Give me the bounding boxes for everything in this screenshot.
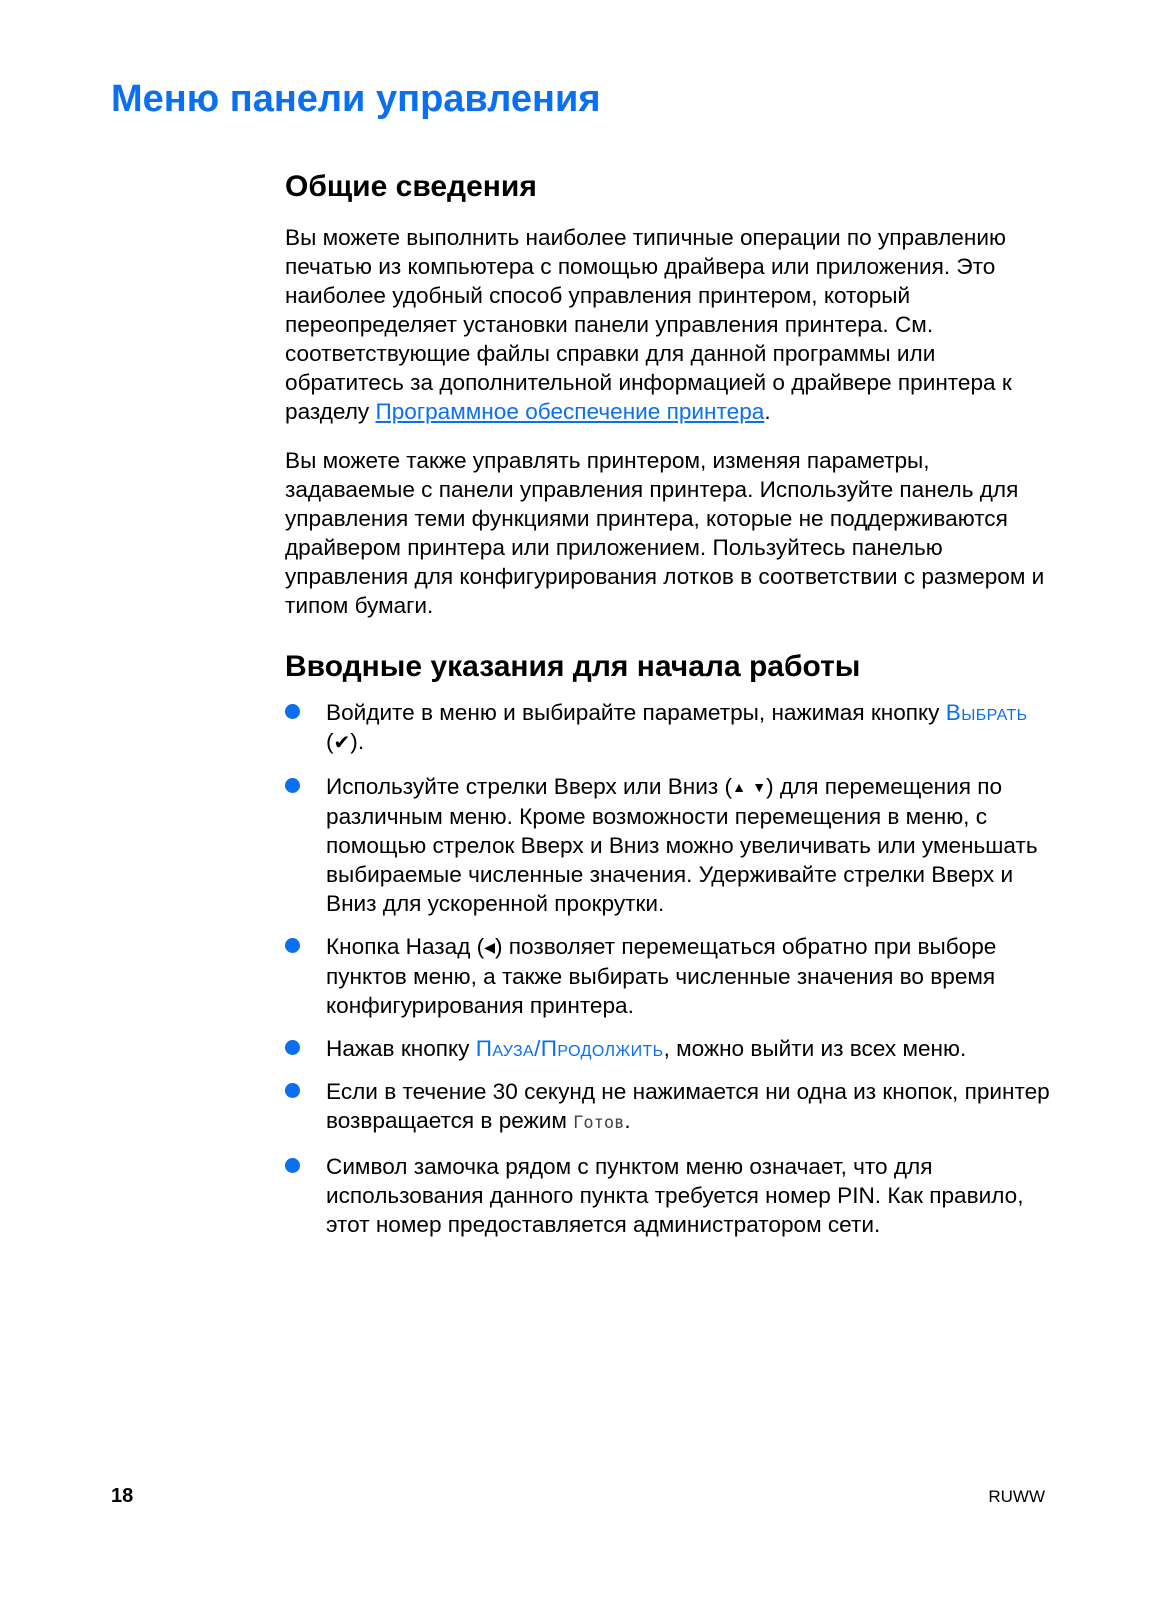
bullet-dot-icon bbox=[285, 1158, 300, 1173]
arrow-up-icon: ▲ bbox=[732, 779, 746, 795]
list-item-arrows bbox=[285, 772, 1057, 918]
pause-item-text: Нажав кнопку bbox=[326, 1036, 476, 1061]
bullet-dot-icon bbox=[285, 1040, 300, 1055]
select-item-text: Войдите в меню и выбирайте параметры, нажимая кнопку bbox=[326, 700, 946, 725]
section-heading-general: Общие сведения bbox=[285, 170, 537, 203]
bullet-dot-icon bbox=[285, 938, 300, 953]
checkmark-icon: ✔ bbox=[333, 732, 351, 754]
timeout-item-end: . bbox=[624, 1108, 631, 1133]
arrow-down-icon: ▼ bbox=[752, 779, 767, 795]
software-section-link[interactable]: Программное обеспечение принтера bbox=[375, 399, 765, 424]
list-item-lock bbox=[285, 1152, 1057, 1239]
bullet-dot-icon bbox=[285, 1083, 300, 1098]
general-paragraph-1-end: . bbox=[764, 399, 771, 424]
select-paren-open: ( bbox=[326, 729, 334, 754]
section-heading-intro: Вводные указания для начала работы bbox=[285, 650, 861, 683]
pause-resume-key-label: Пауза/Продолжить bbox=[475, 1036, 664, 1061]
arrows-item-end: ) для перемещения по различным меню. Кроме возможности перемещения в меню, с помощью стрелок Вверх и Вниз можно увеличивать или уменьшать выбираемые численные значения. Удерживайте стрелки Вверх и Вниз для ускоренной прокрутки. bbox=[326, 774, 1038, 916]
timeout-item-text: Если в течение 30 секунд не нажимается ни одна из кнопок, принтер возвращается в режим bbox=[326, 1079, 1050, 1133]
document-code: RUWW bbox=[988, 1487, 1045, 1506]
general-paragraph-1-text: Вы можете выполнить наиболее типичные операции по управлению печатью из компьютера с помощью драйвера или приложения. Это наиболее удобный способ управления принтером, который переопределяет установки панели управления принтера. См. соответствующие файлы справки для данной программы или обратитесь за дополнительной информацией о драйвере принтера к разделу bbox=[285, 225, 1012, 424]
list-item-pause bbox=[285, 1034, 1057, 1063]
general-paragraph-1 bbox=[285, 223, 1057, 426]
page-number: 18 bbox=[111, 1485, 134, 1507]
arrows-item-text: Используйте стрелки Вверх или Вниз ( bbox=[326, 774, 733, 799]
arrow-left-icon: ◀ bbox=[484, 939, 495, 955]
page-title: Меню панели управления bbox=[111, 78, 601, 120]
bullet-dot-icon bbox=[285, 704, 300, 719]
select-item-end: ). bbox=[350, 729, 365, 754]
general-paragraph-2: Вы можете также управлять принтером, изменяя параметры, задаваемые с панели управления принтера. Используйте панель для управления теми функциями принтера, которые не поддерживаются драйвером принтера или приложением. Пользуйтесь панелью управления для конфигурирования лотков в соответствии с размером и типом бумаги. bbox=[285, 448, 1045, 618]
back-item-text: Кнопка Назад ( bbox=[326, 934, 485, 959]
pause-item-end: , можно выйти из всех меню. bbox=[663, 1036, 967, 1061]
intro-bullet-list bbox=[285, 698, 1057, 1239]
ready-status-text: Готов bbox=[573, 1113, 625, 1133]
list-item-select bbox=[285, 698, 1057, 758]
main-content bbox=[285, 170, 1057, 1253]
select-key-label: Выбрать bbox=[945, 700, 1028, 725]
back-item-end: ) позволяет перемещаться обратно при выборе пунктов меню, а также выбирать численные значения во время конфигурирования принтера. bbox=[326, 934, 997, 1018]
list-item-back bbox=[285, 932, 1057, 1020]
lock-item-text: Символ замочка рядом с пунктом меню означает, что для использования данного пункта требуется номер PIN. Как правило, этот номер предоставляется администратором сети. bbox=[326, 1154, 1024, 1237]
bullet-dot-icon bbox=[285, 778, 300, 793]
list-item-timeout bbox=[285, 1077, 1057, 1138]
